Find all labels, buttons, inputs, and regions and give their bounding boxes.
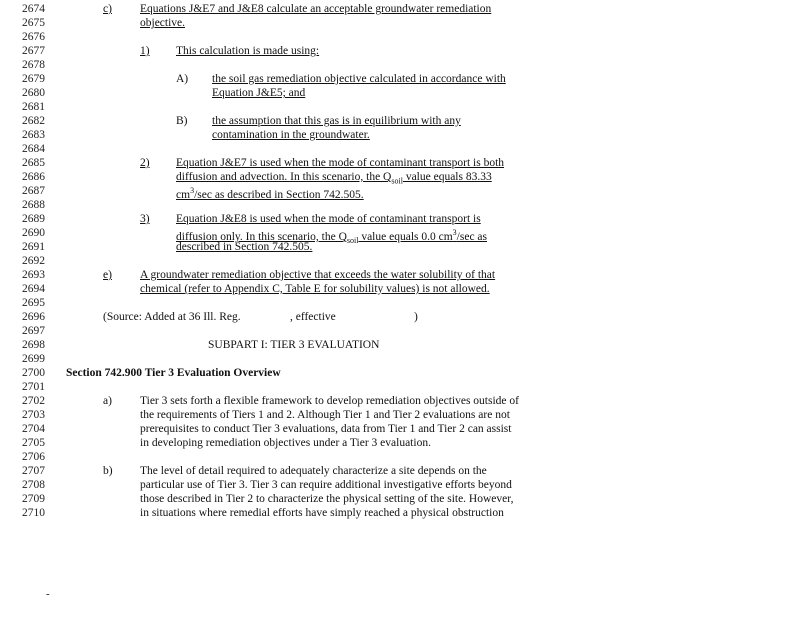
item-a-text: prerequisites to conduct Tier 3 evaluations, data from Tier 1 and Tier 2 can assist bbox=[140, 423, 512, 435]
line-number: 2709 bbox=[22, 493, 45, 505]
line-number: 2703 bbox=[22, 409, 45, 421]
line-number: 2704 bbox=[22, 423, 45, 435]
line-number: 2701 bbox=[22, 381, 45, 393]
item-cA-text: the soil gas remediation objective calculated in accordance with bbox=[212, 73, 506, 85]
item-c3-text: described in Section 742.505. bbox=[176, 241, 313, 253]
line-number: 2710 bbox=[22, 507, 45, 519]
line-number: 2681 bbox=[22, 101, 45, 113]
section-heading: Section 742.900 Tier 3 Evaluation Overview bbox=[66, 367, 281, 379]
line-number: 2679 bbox=[22, 73, 45, 85]
source-note-effective: , effective bbox=[290, 311, 336, 323]
text-run: diffusion only. In this scenario, the Q bbox=[176, 230, 347, 243]
line-number: 2690 bbox=[22, 227, 45, 239]
line-number: 2678 bbox=[22, 59, 45, 71]
line-number: 2705 bbox=[22, 437, 45, 449]
line-number: 2699 bbox=[22, 353, 45, 365]
line-number: 2692 bbox=[22, 255, 45, 267]
text-run: cm bbox=[176, 188, 191, 201]
subpart-heading: SUBPART I: TIER 3 EVALUATION bbox=[208, 339, 380, 351]
item-e-text: chemical (refer to Appendix C, Table E for solubility values) is not allowed. bbox=[140, 283, 490, 295]
superscript: 3 bbox=[190, 186, 195, 195]
line-number: 2707 bbox=[22, 465, 45, 477]
item-a-label: a) bbox=[103, 395, 112, 407]
item-e-text: A groundwater remediation objective that exceeds the water solubility of that bbox=[140, 269, 496, 281]
item-cA-label: A) bbox=[176, 73, 189, 85]
item-b-text: particular use of Tier 3. Tier 3 can require additional investigative efforts beyond bbox=[140, 479, 512, 491]
item-c1-label: 1) bbox=[140, 45, 150, 57]
line-number: 2700 bbox=[22, 367, 45, 379]
text-run: value equals 83.33 bbox=[402, 171, 492, 183]
subscript: soil bbox=[346, 236, 359, 246]
subscript: soil bbox=[391, 176, 403, 186]
line-number: 2682 bbox=[22, 115, 45, 127]
line-number: 2675 bbox=[22, 17, 45, 29]
line-number: 2689 bbox=[22, 213, 45, 225]
line-number: 2680 bbox=[22, 87, 45, 99]
line-number: 2685 bbox=[22, 157, 45, 169]
line-number: 2693 bbox=[22, 269, 45, 281]
line-number: 2694 bbox=[22, 283, 45, 295]
item-a-text: the requirements of Tiers 1 and 2. Although Tier 1 and Tier 2 evaluations are not bbox=[140, 409, 510, 421]
item-b-text: in situations where remedial efforts have simply reached a physical obstruction bbox=[140, 507, 504, 519]
line-number: 2676 bbox=[22, 31, 45, 43]
item-b-label: b) bbox=[103, 465, 113, 477]
line-number: 2706 bbox=[22, 451, 45, 463]
line-number: 2697 bbox=[22, 325, 45, 337]
item-e-label: e) bbox=[103, 269, 112, 281]
item-cB-text: the assumption that this gas is in equilibrium with any bbox=[212, 115, 461, 127]
line-number: 2708 bbox=[22, 479, 45, 491]
line-number: 2702 bbox=[22, 395, 45, 407]
source-note-prefix: (Source: Added at 36 Ill. Reg. bbox=[103, 311, 241, 323]
text-run: /sec as described in Section 742.505. bbox=[194, 188, 364, 201]
text-run: diffusion and advection. In this scenario, the Q bbox=[176, 171, 392, 183]
line-number: 2691 bbox=[22, 241, 45, 253]
item-c2-label: 2) bbox=[140, 157, 150, 169]
text-run: /sec as bbox=[456, 230, 488, 243]
item-c2-text: Equation J&E7 is used when the mode of contaminant transport is both bbox=[176, 157, 505, 169]
line-number: 2686 bbox=[22, 171, 45, 183]
item-c2-text bbox=[176, 184, 364, 202]
item-cB-text: contamination in the groundwater. bbox=[212, 129, 370, 141]
item-a-text: Tier 3 sets forth a flexible framework to develop remediation objectives outside of bbox=[140, 395, 519, 407]
line-number: 2677 bbox=[22, 45, 45, 57]
footer-mark: - bbox=[46, 588, 50, 600]
line-number: 2687 bbox=[22, 185, 45, 197]
item-cB-label: B) bbox=[176, 115, 188, 127]
line-number: 2683 bbox=[22, 129, 45, 141]
text-run: value equals 0.0 cm bbox=[358, 230, 453, 243]
item-c1-text: This calculation is made using: bbox=[176, 45, 320, 57]
source-note-close: ) bbox=[414, 311, 418, 323]
item-a-text: in developing remediation objectives under a Tier 3 evaluation. bbox=[140, 437, 431, 449]
line-number: 2684 bbox=[22, 143, 45, 155]
item-c-text: Equations J&E7 and J&E8 calculate an acceptable groundwater remediation bbox=[140, 3, 492, 15]
item-c3-label: 3) bbox=[140, 213, 150, 225]
item-b-text: those described in Tier 2 to characterize the physical setting of the site. However, bbox=[140, 493, 514, 505]
line-number: 2698 bbox=[22, 339, 45, 351]
superscript: 3 bbox=[452, 228, 457, 237]
item-b-text: The level of detail required to adequately characterize a site depends on the bbox=[140, 465, 487, 477]
line-number: 2674 bbox=[22, 3, 45, 15]
item-cA-text: Equation J&E5; and bbox=[212, 87, 306, 99]
item-c3-text: Equation J&E8 is used when the mode of contaminant transport is bbox=[176, 213, 481, 225]
item-c-text: objective. bbox=[140, 17, 186, 29]
item-c-label: c) bbox=[103, 3, 112, 15]
line-number: 2696 bbox=[22, 311, 45, 323]
line-number: 2688 bbox=[22, 199, 45, 211]
line-number: 2695 bbox=[22, 297, 45, 309]
